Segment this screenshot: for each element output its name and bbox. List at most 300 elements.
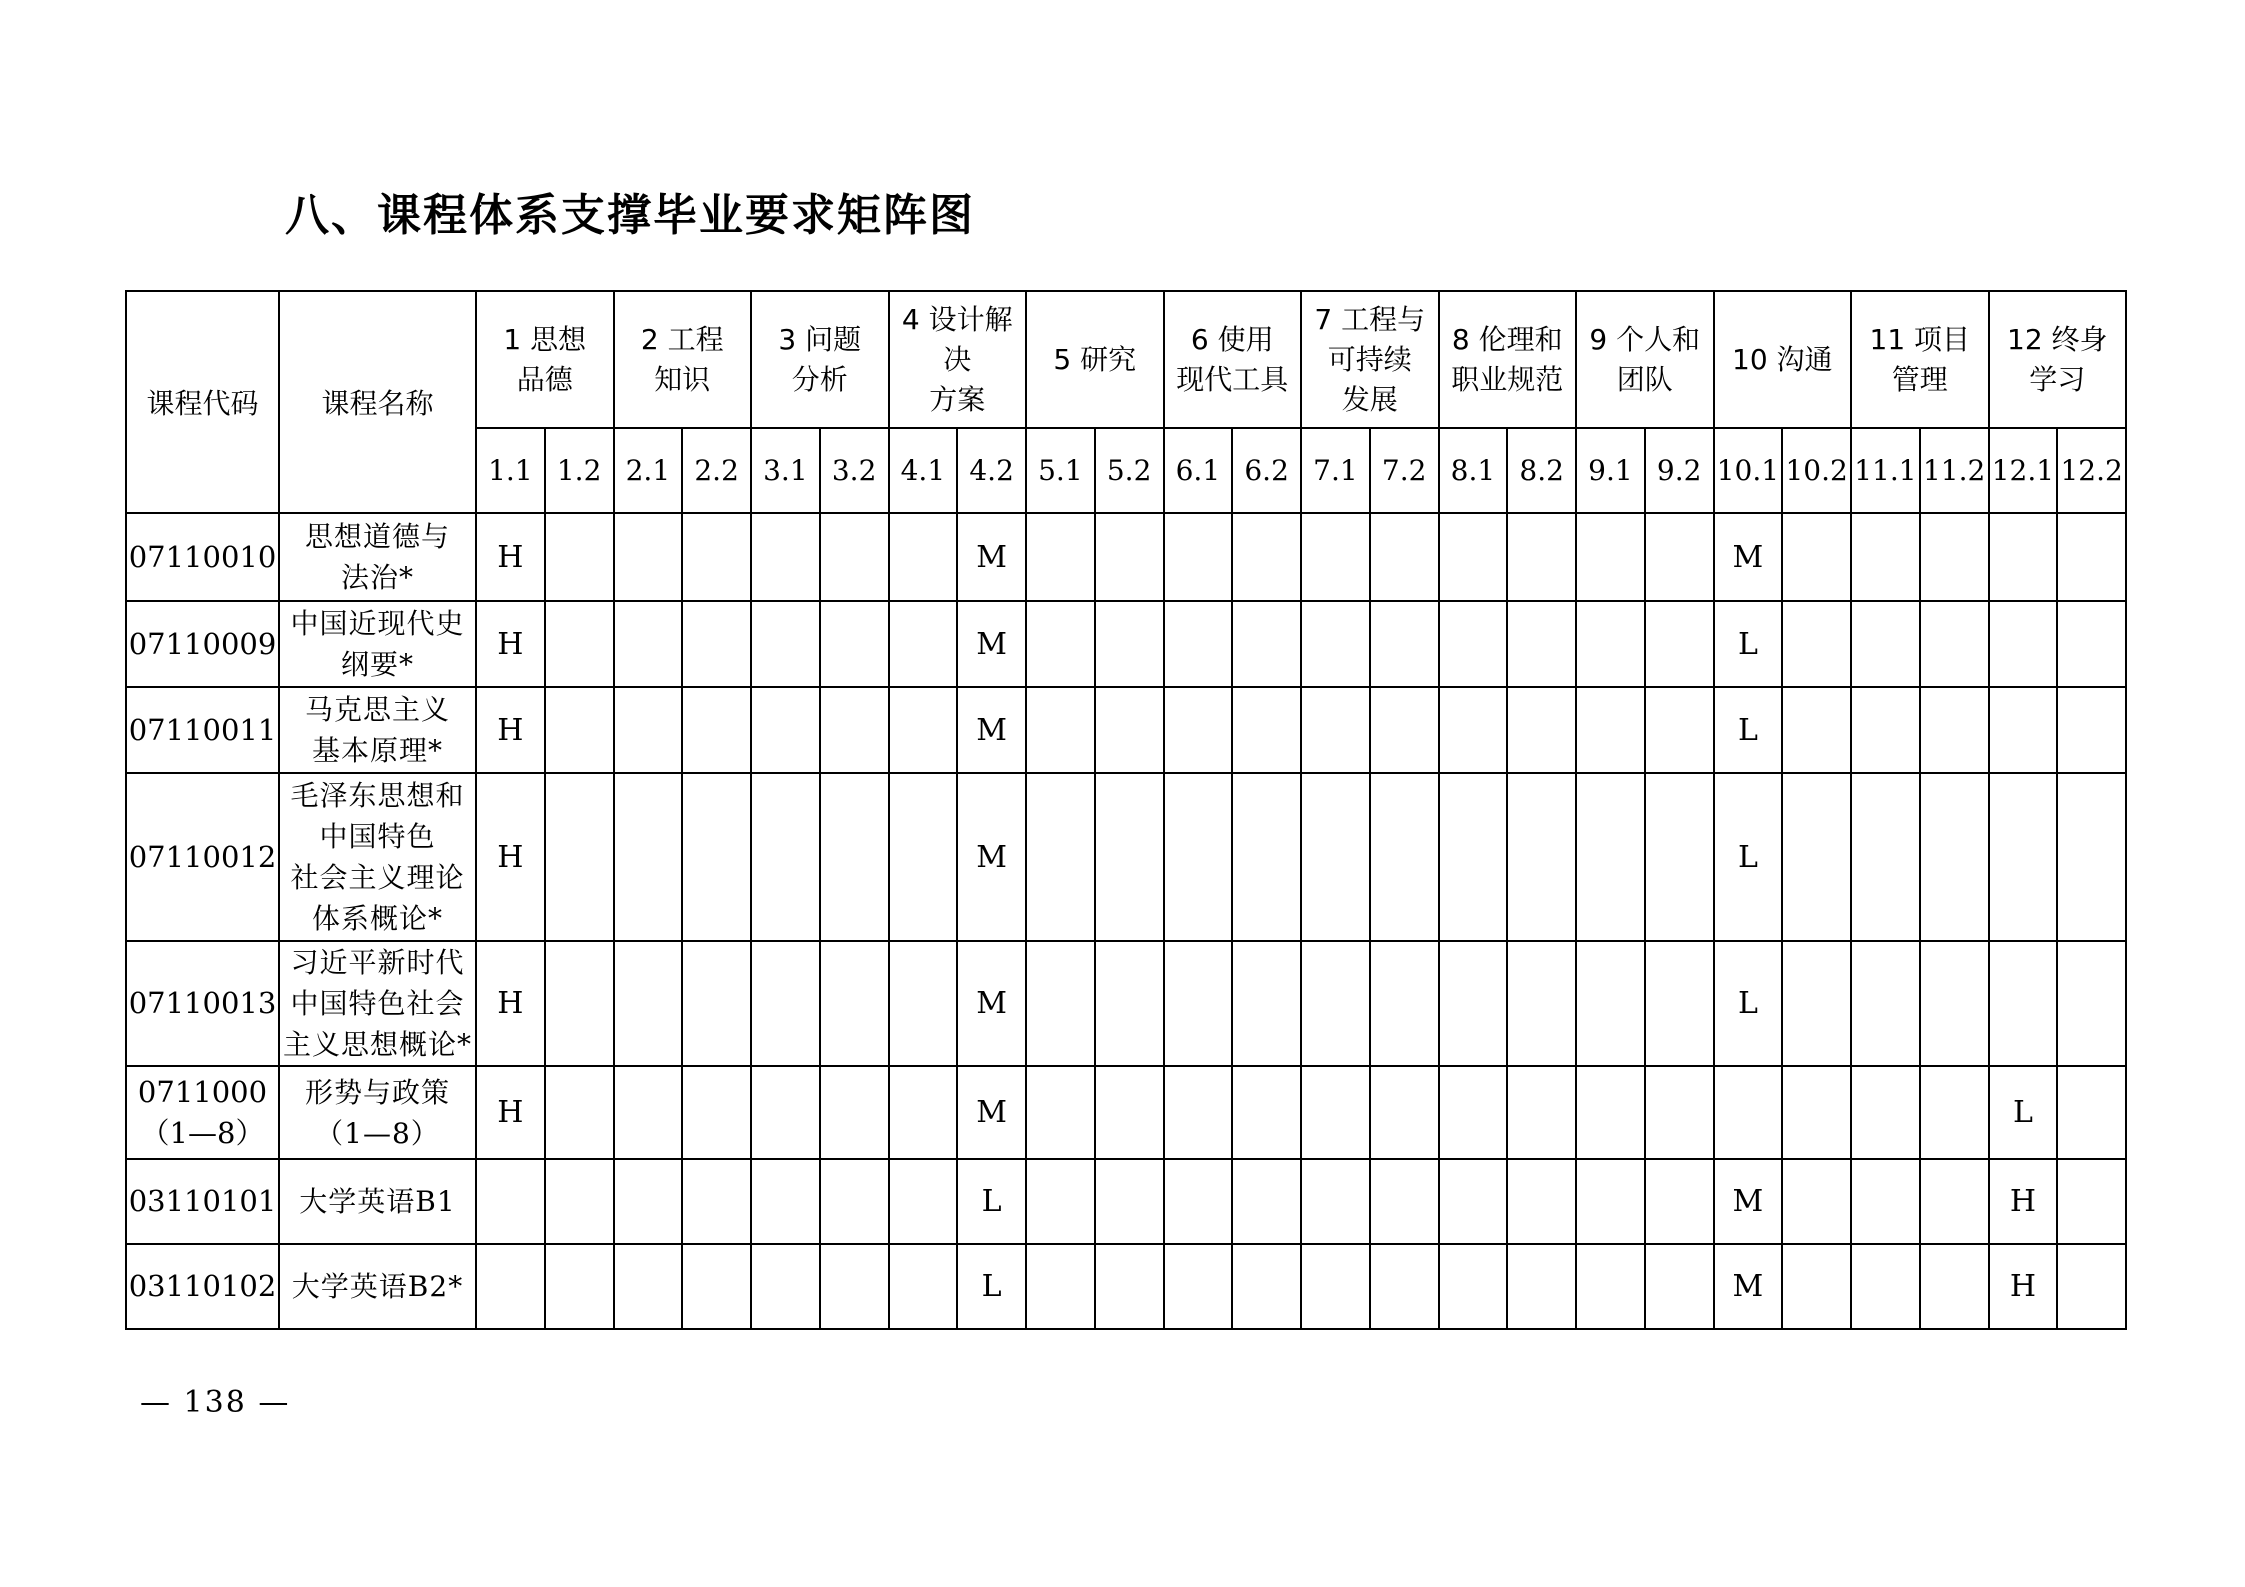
course-name-line: 法治* bbox=[340, 561, 414, 594]
matrix-value-cell-11.2 bbox=[1920, 513, 1989, 601]
matrix-value-cell-1.2 bbox=[545, 773, 614, 941]
matrix-value-cell-8.2 bbox=[1507, 513, 1576, 601]
group-header-line: 11 项目 bbox=[1869, 322, 1971, 356]
matrix-value-cell-8.1 bbox=[1439, 687, 1508, 773]
matrix-value-cell-12.1 bbox=[1989, 941, 2058, 1066]
matrix-value-cell-12.2 bbox=[2057, 513, 2126, 601]
course-name-line: 体系概论* bbox=[311, 902, 443, 935]
page-number: — 138 — bbox=[140, 1385, 291, 1420]
matrix-value-cell-5.1 bbox=[1026, 1244, 1095, 1329]
course-name-cell bbox=[279, 941, 476, 1066]
matrix-value-cell-7.1 bbox=[1301, 1066, 1370, 1159]
group-header-line: 7 工程与 bbox=[1314, 302, 1426, 336]
matrix-value-cell-3.1 bbox=[751, 773, 820, 941]
matrix-value-cell-10.1: M bbox=[1714, 1159, 1783, 1244]
sub-header-cell: 9.2 bbox=[1645, 428, 1714, 513]
matrix-value-cell-8.1 bbox=[1439, 1244, 1508, 1329]
matrix-value-cell-5.1 bbox=[1026, 1066, 1095, 1159]
group-header-4 bbox=[889, 291, 1027, 428]
group-header-line: 现代工具 bbox=[1176, 362, 1289, 396]
matrix-value-cell-9.1 bbox=[1576, 941, 1645, 1066]
matrix-value-cell-10.1: L bbox=[1714, 941, 1783, 1066]
matrix-value-cell-6.2 bbox=[1232, 1244, 1301, 1329]
curriculum-matrix-table bbox=[125, 290, 2127, 1330]
group-header-line: 发展 bbox=[1341, 382, 1398, 416]
course-name-line: 纲要* bbox=[340, 648, 414, 681]
matrix-value-cell-6.1 bbox=[1164, 773, 1233, 941]
matrix-value-cell-10.1: L bbox=[1714, 773, 1783, 941]
course-code-line: 03110101 bbox=[128, 1184, 277, 1218]
matrix-value-cell-7.1 bbox=[1301, 773, 1370, 941]
matrix-value-cell-8.1 bbox=[1439, 941, 1508, 1066]
group-header-line: 1 思想 bbox=[503, 322, 587, 356]
matrix-value-cell-6.2 bbox=[1232, 513, 1301, 601]
sub-header-cell: 12.2 bbox=[2057, 428, 2126, 513]
matrix-value-cell-5.1 bbox=[1026, 513, 1095, 601]
matrix-value-cell-3.1 bbox=[751, 513, 820, 601]
course-name-line: 大学英语B1 bbox=[299, 1185, 456, 1218]
matrix-value-cell-1.1 bbox=[476, 1159, 545, 1244]
matrix-value-cell-5.2 bbox=[1095, 1244, 1164, 1329]
matrix-value-cell-11.1 bbox=[1851, 513, 1920, 601]
matrix-value-cell-2.2 bbox=[682, 601, 751, 687]
group-header-line: 5 研究 bbox=[1053, 342, 1137, 376]
matrix-value-cell-8.1 bbox=[1439, 773, 1508, 941]
matrix-value-cell-12.1: H bbox=[1989, 1159, 2058, 1244]
group-header-line: 学习 bbox=[2029, 362, 2086, 396]
matrix-value-cell-5.2 bbox=[1095, 1159, 1164, 1244]
course-code-line: 07110013 bbox=[128, 986, 277, 1020]
matrix-value-cell-7.1 bbox=[1301, 1159, 1370, 1244]
course-name-line: 马克思主义 bbox=[304, 693, 450, 726]
matrix-value-cell-11.1 bbox=[1851, 1159, 1920, 1244]
matrix-value-cell-3.2 bbox=[820, 513, 889, 601]
matrix-value-cell-2.1 bbox=[614, 1244, 683, 1329]
matrix-value-cell-6.1 bbox=[1164, 601, 1233, 687]
matrix-value-cell-9.2 bbox=[1645, 513, 1714, 601]
matrix-value-cell-12.1 bbox=[1989, 773, 2058, 941]
matrix-value-cell-7.1 bbox=[1301, 687, 1370, 773]
group-header-8 bbox=[1439, 291, 1577, 428]
matrix-value-cell-4.1 bbox=[889, 1066, 958, 1159]
group-header-9 bbox=[1576, 291, 1714, 428]
matrix-value-cell-12.2 bbox=[2057, 601, 2126, 687]
course-code-cell bbox=[126, 1159, 279, 1244]
sub-header-cell: 7.1 bbox=[1301, 428, 1370, 513]
matrix-value-cell-6.1 bbox=[1164, 1244, 1233, 1329]
matrix-value-cell-5.1 bbox=[1026, 941, 1095, 1066]
matrix-value-cell-11.2 bbox=[1920, 941, 1989, 1066]
matrix-value-cell-1.1 bbox=[476, 1244, 545, 1329]
matrix-value-cell-10.2 bbox=[1782, 513, 1851, 601]
matrix-value-cell-7.2 bbox=[1370, 687, 1439, 773]
matrix-value-cell-7.1 bbox=[1301, 941, 1370, 1066]
matrix-value-cell-1.2 bbox=[545, 601, 614, 687]
matrix-value-cell-6.1 bbox=[1164, 513, 1233, 601]
matrix-value-cell-7.2 bbox=[1370, 941, 1439, 1066]
matrix-value-cell-4.2: M bbox=[957, 1066, 1026, 1159]
matrix-value-cell-12.2 bbox=[2057, 1159, 2126, 1244]
sub-header-cell: 1.1 bbox=[476, 428, 545, 513]
matrix-value-cell-9.1 bbox=[1576, 1244, 1645, 1329]
matrix-value-cell-10.1: L bbox=[1714, 687, 1783, 773]
course-name-line: 中国特色 bbox=[319, 820, 436, 853]
matrix-value-cell-5.2 bbox=[1095, 941, 1164, 1066]
matrix-value-cell-10.1: M bbox=[1714, 513, 1783, 601]
matrix-value-cell-2.2 bbox=[682, 1159, 751, 1244]
matrix-value-cell-2.1 bbox=[614, 1066, 683, 1159]
course-name-line: 中国近现代史 bbox=[290, 607, 465, 640]
matrix-value-cell-10.2 bbox=[1782, 687, 1851, 773]
matrix-value-cell-4.2: M bbox=[957, 941, 1026, 1066]
matrix-value-cell-1.2 bbox=[545, 513, 614, 601]
matrix-value-cell-5.2 bbox=[1095, 513, 1164, 601]
matrix-value-cell-11.2 bbox=[1920, 601, 1989, 687]
course-name-line: 基本原理* bbox=[311, 734, 443, 767]
group-header-line: 2 工程 bbox=[640, 322, 724, 356]
matrix-value-cell-9.1 bbox=[1576, 773, 1645, 941]
group-header-10 bbox=[1714, 291, 1852, 428]
group-header-line: 3 问题 bbox=[778, 322, 862, 356]
sub-header-cell: 11.1 bbox=[1851, 428, 1920, 513]
sub-header-cell: 10.2 bbox=[1782, 428, 1851, 513]
matrix-value-cell-5.1 bbox=[1026, 773, 1095, 941]
course-name-cell bbox=[279, 1159, 476, 1244]
course-row bbox=[126, 687, 2126, 773]
matrix-value-cell-9.1 bbox=[1576, 687, 1645, 773]
matrix-value-cell-11.2 bbox=[1920, 1066, 1989, 1159]
matrix-value-cell-2.1 bbox=[614, 773, 683, 941]
group-header-line: 知识 bbox=[654, 362, 711, 396]
matrix-value-cell-11.1 bbox=[1851, 1066, 1920, 1159]
matrix-value-cell-8.1 bbox=[1439, 1159, 1508, 1244]
matrix-value-cell-7.1 bbox=[1301, 513, 1370, 601]
matrix-value-cell-9.2 bbox=[1645, 1244, 1714, 1329]
matrix-value-cell-10.1: L bbox=[1714, 601, 1783, 687]
matrix-value-cell-2.1 bbox=[614, 601, 683, 687]
matrix-value-cell-11.2 bbox=[1920, 687, 1989, 773]
matrix-value-cell-8.2 bbox=[1507, 601, 1576, 687]
matrix-value-cell-8.2 bbox=[1507, 941, 1576, 1066]
course-name-line: 大学英语B2* bbox=[291, 1270, 464, 1303]
group-header-1 bbox=[476, 291, 614, 428]
group-header-line: 8 伦理和 bbox=[1451, 322, 1563, 356]
course-row bbox=[126, 1244, 2126, 1329]
sub-header-cell: 4.2 bbox=[957, 428, 1026, 513]
matrix-value-cell-4.1 bbox=[889, 601, 958, 687]
matrix-value-cell-1.1: H bbox=[476, 941, 545, 1066]
matrix-value-cell-8.1 bbox=[1439, 1066, 1508, 1159]
matrix-value-cell-7.2 bbox=[1370, 513, 1439, 601]
matrix-value-cell-6.2 bbox=[1232, 687, 1301, 773]
course-row bbox=[126, 1066, 2126, 1159]
matrix-value-cell-6.1 bbox=[1164, 687, 1233, 773]
matrix-value-cell-1.1: H bbox=[476, 687, 545, 773]
matrix-value-cell-6.2 bbox=[1232, 1159, 1301, 1244]
matrix-value-cell-12.2 bbox=[2057, 773, 2126, 941]
course-code-cell bbox=[126, 513, 279, 601]
matrix-value-cell-7.2 bbox=[1370, 1244, 1439, 1329]
sub-header-cell: 11.2 bbox=[1920, 428, 1989, 513]
course-name-cell bbox=[279, 1244, 476, 1329]
group-header-line: 管理 bbox=[1891, 362, 1948, 396]
matrix-value-cell-10.2 bbox=[1782, 1244, 1851, 1329]
course-code-cell bbox=[126, 1244, 279, 1329]
sub-header-cell: 1.2 bbox=[545, 428, 614, 513]
matrix-value-cell-10.2 bbox=[1782, 601, 1851, 687]
matrix-value-cell-9.2 bbox=[1645, 601, 1714, 687]
matrix-value-cell-1.2 bbox=[545, 687, 614, 773]
group-header-3 bbox=[751, 291, 889, 428]
matrix-value-cell-12.2 bbox=[2057, 687, 2126, 773]
matrix-value-cell-3.2 bbox=[820, 601, 889, 687]
matrix-value-cell-7.1 bbox=[1301, 1244, 1370, 1329]
matrix-value-cell-12.2 bbox=[2057, 941, 2126, 1066]
sub-header-cell: 9.1 bbox=[1576, 428, 1645, 513]
course-name-line: 中国特色社会 bbox=[290, 987, 465, 1020]
matrix-value-cell-7.1 bbox=[1301, 601, 1370, 687]
matrix-value-cell-6.2 bbox=[1232, 941, 1301, 1066]
matrix-value-cell-9.2 bbox=[1645, 773, 1714, 941]
group-header-line: 12 终身 bbox=[2007, 322, 2108, 356]
group-header-line: 9 个人和 bbox=[1589, 322, 1701, 356]
course-row bbox=[126, 513, 2126, 601]
matrix-value-cell-11.1 bbox=[1851, 773, 1920, 941]
matrix-value-cell-6.1 bbox=[1164, 1066, 1233, 1159]
course-name-cell bbox=[279, 601, 476, 687]
matrix-value-cell-11.1 bbox=[1851, 941, 1920, 1066]
matrix-value-cell-2.1 bbox=[614, 687, 683, 773]
matrix-value-cell-3.2 bbox=[820, 1066, 889, 1159]
matrix-value-cell-4.1 bbox=[889, 773, 958, 941]
course-code-line: 07110009 bbox=[128, 626, 277, 661]
sub-header-cell: 8.1 bbox=[1439, 428, 1508, 513]
group-header-7 bbox=[1301, 291, 1439, 428]
matrix-value-cell-2.1 bbox=[614, 513, 683, 601]
matrix-value-cell-5.2 bbox=[1095, 773, 1164, 941]
matrix-value-cell-3.1 bbox=[751, 1244, 820, 1329]
matrix-value-cell-1.1: H bbox=[476, 513, 545, 601]
sub-header-cell: 6.1 bbox=[1164, 428, 1233, 513]
course-code-line: 07110011 bbox=[128, 712, 277, 747]
matrix-value-cell-4.2: L bbox=[957, 1159, 1026, 1244]
matrix-value-cell-10.2 bbox=[1782, 773, 1851, 941]
course-name-cell bbox=[279, 1066, 476, 1159]
group-header-5 bbox=[1026, 291, 1164, 428]
course-name-line: 主义思想概论* bbox=[282, 1028, 472, 1061]
course-code-line: 03110102 bbox=[128, 1269, 277, 1303]
matrix-value-cell-8.1 bbox=[1439, 513, 1508, 601]
sub-header-cell: 5.1 bbox=[1026, 428, 1095, 513]
matrix-value-cell-4.2: L bbox=[957, 1244, 1026, 1329]
matrix-value-cell-4.2: M bbox=[957, 687, 1026, 773]
sub-header-cell: 8.2 bbox=[1507, 428, 1576, 513]
matrix-value-cell-12.1 bbox=[1989, 601, 2058, 687]
matrix-value-cell-1.1: H bbox=[476, 773, 545, 941]
matrix-value-cell-3.1 bbox=[751, 601, 820, 687]
matrix-value-cell-3.2 bbox=[820, 1159, 889, 1244]
matrix-value-cell-8.2 bbox=[1507, 687, 1576, 773]
course-code-cell bbox=[126, 773, 279, 941]
course-code-cell bbox=[126, 1066, 279, 1159]
matrix-value-cell-5.2 bbox=[1095, 687, 1164, 773]
matrix-value-cell-1.1: H bbox=[476, 601, 545, 687]
matrix-value-cell-8.1 bbox=[1439, 601, 1508, 687]
course-code-cell bbox=[126, 601, 279, 687]
matrix-value-cell-11.1 bbox=[1851, 687, 1920, 773]
course-name-line: 毛泽东思想和 bbox=[290, 779, 465, 812]
group-header-line: 品德 bbox=[516, 362, 573, 396]
matrix-value-cell-9.1 bbox=[1576, 1066, 1645, 1159]
course-code-cell bbox=[126, 941, 279, 1066]
matrix-value-cell-5.1 bbox=[1026, 687, 1095, 773]
matrix-value-cell-2.2 bbox=[682, 773, 751, 941]
matrix-value-cell-10.1 bbox=[1714, 1066, 1783, 1159]
group-header-line: 分析 bbox=[791, 362, 848, 396]
matrix-value-cell-9.1 bbox=[1576, 601, 1645, 687]
matrix-value-cell-5.2 bbox=[1095, 601, 1164, 687]
group-header-2 bbox=[614, 291, 752, 428]
matrix-value-cell-1.2 bbox=[545, 1066, 614, 1159]
matrix-value-cell-5.1 bbox=[1026, 601, 1095, 687]
sub-header-cell: 10.1 bbox=[1714, 428, 1783, 513]
course-name-cell bbox=[279, 773, 476, 941]
matrix-value-cell-7.2 bbox=[1370, 1159, 1439, 1244]
matrix-value-cell-3.1 bbox=[751, 687, 820, 773]
matrix-value-cell-6.1 bbox=[1164, 1159, 1233, 1244]
matrix-value-cell-6.1 bbox=[1164, 941, 1233, 1066]
matrix-value-cell-9.1 bbox=[1576, 1159, 1645, 1244]
matrix-value-cell-12.1: L bbox=[1989, 1066, 2058, 1159]
matrix-value-cell-7.2 bbox=[1370, 1066, 1439, 1159]
matrix-body bbox=[126, 513, 2126, 1329]
matrix-value-cell-11.2 bbox=[1920, 1244, 1989, 1329]
matrix-value-cell-3.2 bbox=[820, 773, 889, 941]
course-code-line: 0711000 bbox=[137, 1074, 268, 1109]
matrix-value-cell-12.1: H bbox=[1989, 1244, 2058, 1329]
matrix-value-cell-4.2: M bbox=[957, 773, 1026, 941]
group-header-line: 4 设计解决 bbox=[901, 302, 1013, 376]
matrix-value-cell-9.2 bbox=[1645, 687, 1714, 773]
matrix-value-cell-2.1 bbox=[614, 1159, 683, 1244]
course-name-line: 形势与政策 bbox=[304, 1075, 450, 1109]
matrix-value-cell-3.2 bbox=[820, 1244, 889, 1329]
group-header-12 bbox=[1989, 291, 2127, 428]
matrix-value-cell-10.2 bbox=[1782, 1159, 1851, 1244]
matrix-value-cell-9.2 bbox=[1645, 941, 1714, 1066]
matrix-value-cell-2.2 bbox=[682, 513, 751, 601]
course-row bbox=[126, 941, 2126, 1066]
group-header-row bbox=[126, 291, 2126, 428]
matrix-value-cell-4.1 bbox=[889, 687, 958, 773]
matrix-value-cell-4.2: M bbox=[957, 513, 1026, 601]
matrix-value-cell-9.2 bbox=[1645, 1066, 1714, 1159]
matrix-value-cell-12.1 bbox=[1989, 513, 2058, 601]
course-name-line: 思想道德与 bbox=[304, 520, 450, 553]
sub-header-cell: 2.2 bbox=[682, 428, 751, 513]
matrix-value-cell-2.2 bbox=[682, 1244, 751, 1329]
matrix-value-cell-10.2 bbox=[1782, 941, 1851, 1066]
matrix-value-cell-10.1: M bbox=[1714, 1244, 1783, 1329]
matrix-value-cell-6.2 bbox=[1232, 601, 1301, 687]
matrix-value-cell-11.1 bbox=[1851, 1244, 1920, 1329]
group-header-line: 团队 bbox=[1616, 362, 1673, 396]
sub-header-cell: 5.2 bbox=[1095, 428, 1164, 513]
matrix-value-cell-11.1 bbox=[1851, 601, 1920, 687]
course-name-cell bbox=[279, 513, 476, 601]
sub-header-cell: 7.2 bbox=[1370, 428, 1439, 513]
matrix-value-cell-6.2 bbox=[1232, 1066, 1301, 1159]
matrix-value-cell-6.2 bbox=[1232, 773, 1301, 941]
page-title: 八、课程体系支撑毕业要求矩阵图 bbox=[285, 190, 975, 241]
sub-header-cell: 2.1 bbox=[614, 428, 683, 513]
matrix-value-cell-4.1 bbox=[889, 941, 958, 1066]
matrix-value-cell-3.1 bbox=[751, 1159, 820, 1244]
group-header-line: 方案 bbox=[929, 382, 986, 416]
course-row bbox=[126, 1159, 2126, 1244]
group-header-line: 6 使用 bbox=[1190, 322, 1274, 356]
matrix-value-cell-4.1 bbox=[889, 1244, 958, 1329]
matrix-value-cell-8.2 bbox=[1507, 1159, 1576, 1244]
matrix-value-cell-2.2 bbox=[682, 941, 751, 1066]
matrix-value-cell-3.2 bbox=[820, 687, 889, 773]
course-code-line: 07110012 bbox=[128, 839, 277, 874]
group-header-11 bbox=[1851, 291, 1989, 428]
course-name-line: 社会主义理论 bbox=[290, 861, 465, 894]
matrix-value-cell-1.2 bbox=[545, 1244, 614, 1329]
matrix-value-cell-1.1: H bbox=[476, 1066, 545, 1159]
course-code-line: 07110010 bbox=[128, 539, 277, 574]
matrix-value-cell-3.1 bbox=[751, 941, 820, 1066]
matrix-value-cell-4.1 bbox=[889, 513, 958, 601]
matrix-value-cell-2.1 bbox=[614, 941, 683, 1066]
matrix-value-cell-4.1 bbox=[889, 1159, 958, 1244]
sub-header-cell: 12.1 bbox=[1989, 428, 2058, 513]
sub-header-cell: 3.2 bbox=[820, 428, 889, 513]
matrix-head bbox=[126, 291, 2126, 513]
matrix-value-cell-7.2 bbox=[1370, 773, 1439, 941]
matrix-value-cell-11.2 bbox=[1920, 773, 1989, 941]
matrix-value-cell-1.2 bbox=[545, 1159, 614, 1244]
matrix-value-cell-3.1 bbox=[751, 1066, 820, 1159]
matrix-value-cell-8.2 bbox=[1507, 773, 1576, 941]
matrix-value-cell-2.2 bbox=[682, 687, 751, 773]
course-name-line: 习近平新时代 bbox=[290, 946, 465, 979]
matrix-value-cell-11.2 bbox=[1920, 1159, 1989, 1244]
matrix-value-cell-7.2 bbox=[1370, 601, 1439, 687]
matrix-value-cell-12.2 bbox=[2057, 1244, 2126, 1329]
group-header-line: 10 沟通 bbox=[1732, 342, 1833, 376]
matrix-value-cell-12.2 bbox=[2057, 1066, 2126, 1159]
matrix-value-cell-10.2 bbox=[1782, 1066, 1851, 1159]
col-header-course-name: 课程名称 bbox=[279, 291, 476, 513]
group-header-line: 职业规范 bbox=[1451, 362, 1564, 396]
matrix-value-cell-5.2 bbox=[1095, 1066, 1164, 1159]
matrix-value-cell-8.2 bbox=[1507, 1244, 1576, 1329]
matrix-value-cell-4.2: M bbox=[957, 601, 1026, 687]
course-name-cell bbox=[279, 687, 476, 773]
matrix-value-cell-8.2 bbox=[1507, 1066, 1576, 1159]
course-name-line: （1—8） bbox=[315, 1116, 440, 1150]
group-header-6 bbox=[1164, 291, 1302, 428]
matrix-value-cell-3.2 bbox=[820, 941, 889, 1066]
course-row bbox=[126, 601, 2126, 687]
sub-header-cell: 3.1 bbox=[751, 428, 820, 513]
course-code-line: （1—8） bbox=[140, 1115, 265, 1150]
matrix-value-cell-12.1 bbox=[1989, 687, 2058, 773]
matrix-value-cell-1.2 bbox=[545, 941, 614, 1066]
sub-header-cell: 6.2 bbox=[1232, 428, 1301, 513]
